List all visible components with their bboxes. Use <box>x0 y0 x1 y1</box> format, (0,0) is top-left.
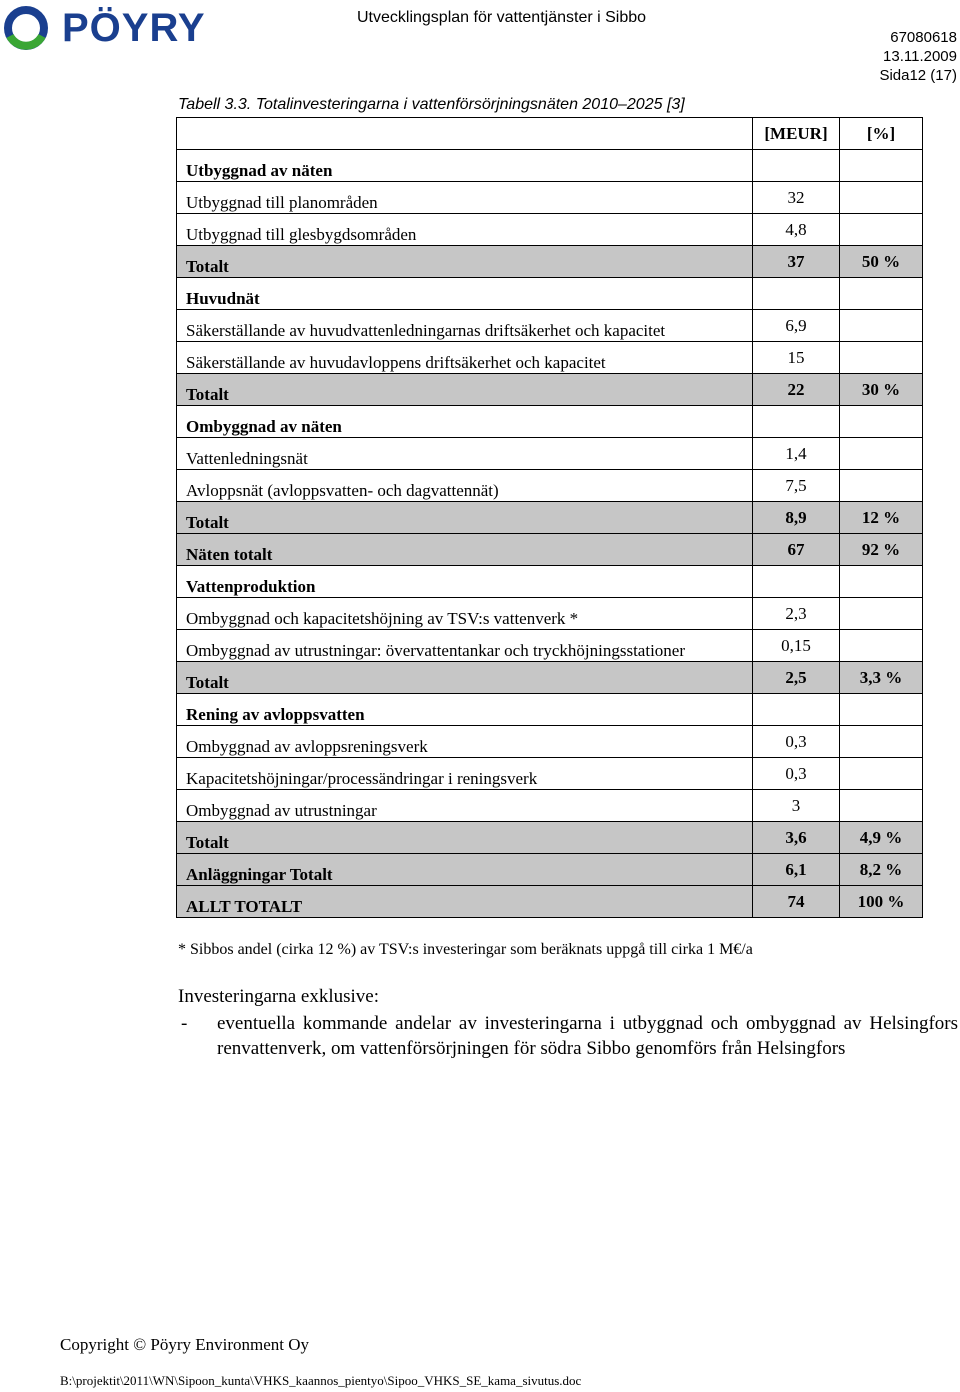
table-header-row <box>177 118 923 150</box>
total-row <box>177 534 923 566</box>
document-title: Utvecklingsplan för vattentjänster i Sibbo <box>357 9 647 26</box>
row-value-meur: 32 <box>753 182 840 214</box>
row-value-percent <box>840 694 923 726</box>
total-row <box>177 374 923 406</box>
table-row <box>177 214 923 246</box>
table-row <box>177 470 923 502</box>
row-value-meur: 0,3 <box>753 726 840 758</box>
poyry-logo <box>4 6 244 50</box>
row-value-percent: 12 % <box>840 502 923 534</box>
section-header-row <box>177 278 923 310</box>
row-value-percent: 30 % <box>840 374 923 406</box>
row-value-meur <box>753 694 840 726</box>
row-label: Näten totalt <box>177 534 753 566</box>
row-value-meur: 7,5 <box>753 470 840 502</box>
row-label: Huvudnät <box>177 278 753 310</box>
row-value-meur <box>753 566 840 598</box>
row-value-meur: 6,9 <box>753 310 840 342</box>
row-value-meur: 15 <box>753 342 840 374</box>
investment-table <box>176 117 923 918</box>
row-value-meur: 2,3 <box>753 598 840 630</box>
section-header-row <box>177 406 923 438</box>
row-value-meur: 4,8 <box>753 214 840 246</box>
row-label: Totalt <box>177 246 753 278</box>
row-value-meur: 22 <box>753 374 840 406</box>
exclusions-list-item <box>178 1011 958 1061</box>
table-row <box>177 790 923 822</box>
table-row <box>177 182 923 214</box>
table-row <box>177 438 923 470</box>
row-value-meur <box>753 406 840 438</box>
total-row <box>177 662 923 694</box>
total-row <box>177 502 923 534</box>
row-value-meur: 74 <box>753 886 840 918</box>
row-value-percent <box>840 182 923 214</box>
brand-name: PÖYRY <box>62 6 206 50</box>
row-label: Vattenledningsnät <box>177 438 753 470</box>
row-label: Totalt <box>177 822 753 854</box>
row-label: Säkerställande av huvudvattenledningarnas driftsäkerhet och kapacitet <box>177 310 753 342</box>
copyright-notice: Copyright © Pöyry Environment Oy <box>60 1335 310 1354</box>
row-value-percent <box>840 758 923 790</box>
row-value-percent <box>840 214 923 246</box>
row-label: Ombyggnad och kapacitetshöjning av TSV:s vattenverk * <box>177 598 753 630</box>
row-value-meur: 6,1 <box>753 854 840 886</box>
row-value-percent: 100 % <box>840 886 923 918</box>
row-value-percent <box>840 598 923 630</box>
row-value-percent <box>840 150 923 182</box>
table-caption: Tabell 3.3. Totalinvesteringarna i vattenförsörjningsnäten 2010–2025 [3] <box>178 96 685 113</box>
poyry-swirl-icon <box>4 6 50 50</box>
row-label: Vattenproduktion <box>177 566 753 598</box>
row-label: Totalt <box>177 502 753 534</box>
exclusions-intro: Investeringarna exklusive: <box>178 986 380 1007</box>
table-footnote: * Sibbos andel (cirka 12 %) av TSV:s investeringar som beräknats uppgå till cirka 1 M€/a <box>178 941 753 958</box>
column-header-meur: [MEUR] <box>753 118 840 150</box>
row-value-percent: 4,9 % <box>840 822 923 854</box>
row-value-meur <box>753 150 840 182</box>
row-label: Säkerställande av huvudavloppens driftsäkerhet och kapacitet <box>177 342 753 374</box>
row-label: Kapacitetshöjningar/processändringar i reningsverk <box>177 758 753 790</box>
table-row <box>177 598 923 630</box>
row-label: Ombyggnad av utrustningar <box>177 790 753 822</box>
row-value-meur: 0,15 <box>753 630 840 662</box>
bullet-marker: - <box>181 1013 188 1034</box>
section-header-row <box>177 150 923 182</box>
table-row <box>177 630 923 662</box>
exclusion-text: eventuella kommande andelar av investeringarna i utbyggnad och ombyggnad av Helsingfors renvattenverk, om vattenförsörjningen för södra Sibbo genomförs från Helsingfors <box>217 1013 958 1059</box>
row-value-percent: 3,3 % <box>840 662 923 694</box>
row-label: Ombyggnad av avloppsreningsverk <box>177 726 753 758</box>
column-header-percent: [%] <box>840 118 923 150</box>
row-value-percent: 50 % <box>840 246 923 278</box>
row-value-meur <box>753 278 840 310</box>
table-row <box>177 310 923 342</box>
row-value-percent <box>840 470 923 502</box>
section-header-row <box>177 694 923 726</box>
row-label: ALLT TOTALT <box>177 886 753 918</box>
total-row <box>177 822 923 854</box>
row-value-percent: 92 % <box>840 534 923 566</box>
document-number: 67080618 <box>890 29 957 46</box>
row-label: Ombyggnad av näten <box>177 406 753 438</box>
row-label: Rening av avloppsvatten <box>177 694 753 726</box>
row-value-meur: 3,6 <box>753 822 840 854</box>
header-label-cell <box>177 118 753 150</box>
total-row <box>177 246 923 278</box>
row-value-percent <box>840 438 923 470</box>
table-row <box>177 758 923 790</box>
row-value-meur: 37 <box>753 246 840 278</box>
row-label: Utbyggnad till planområden <box>177 182 753 214</box>
row-value-percent <box>840 566 923 598</box>
row-label: Avloppsnät (avloppsvatten- och dagvattennät) <box>177 470 753 502</box>
row-value-meur: 2,5 <box>753 662 840 694</box>
row-value-percent <box>840 310 923 342</box>
document-date: 13.11.2009 <box>883 48 957 65</box>
page-number: Sida12 (17) <box>879 67 957 84</box>
document-meta <box>879 28 957 85</box>
row-value-percent <box>840 726 923 758</box>
row-value-meur: 3 <box>753 790 840 822</box>
investment-table-body <box>177 118 923 918</box>
row-label: Utbyggnad av näten <box>177 150 753 182</box>
row-value-meur: 1,4 <box>753 438 840 470</box>
row-label: Anläggningar Totalt <box>177 854 753 886</box>
row-label: Totalt <box>177 374 753 406</box>
row-value-percent <box>840 630 923 662</box>
row-value-percent: 8,2 % <box>840 854 923 886</box>
file-path: B:\projektit\2011\WN\Sipoon_kunta\VHKS_kaannos_pientyo\Sipoo_VHKS_SE_kama_sivutus.doc <box>60 1373 582 1388</box>
row-value-meur: 0,3 <box>753 758 840 790</box>
section-header-row <box>177 566 923 598</box>
row-value-percent <box>840 342 923 374</box>
table-row <box>177 342 923 374</box>
row-label: Utbyggnad till glesbygdsområden <box>177 214 753 246</box>
row-value-meur: 67 <box>753 534 840 566</box>
total-row <box>177 886 923 918</box>
row-value-meur: 8,9 <box>753 502 840 534</box>
row-label: Ombyggnad av utrustningar: övervattentankar och tryckhöjningsstationer <box>177 630 753 662</box>
table-row <box>177 726 923 758</box>
total-row <box>177 854 923 886</box>
row-value-percent <box>840 278 923 310</box>
row-value-percent <box>840 406 923 438</box>
row-label: Totalt <box>177 662 753 694</box>
row-value-percent <box>840 790 923 822</box>
